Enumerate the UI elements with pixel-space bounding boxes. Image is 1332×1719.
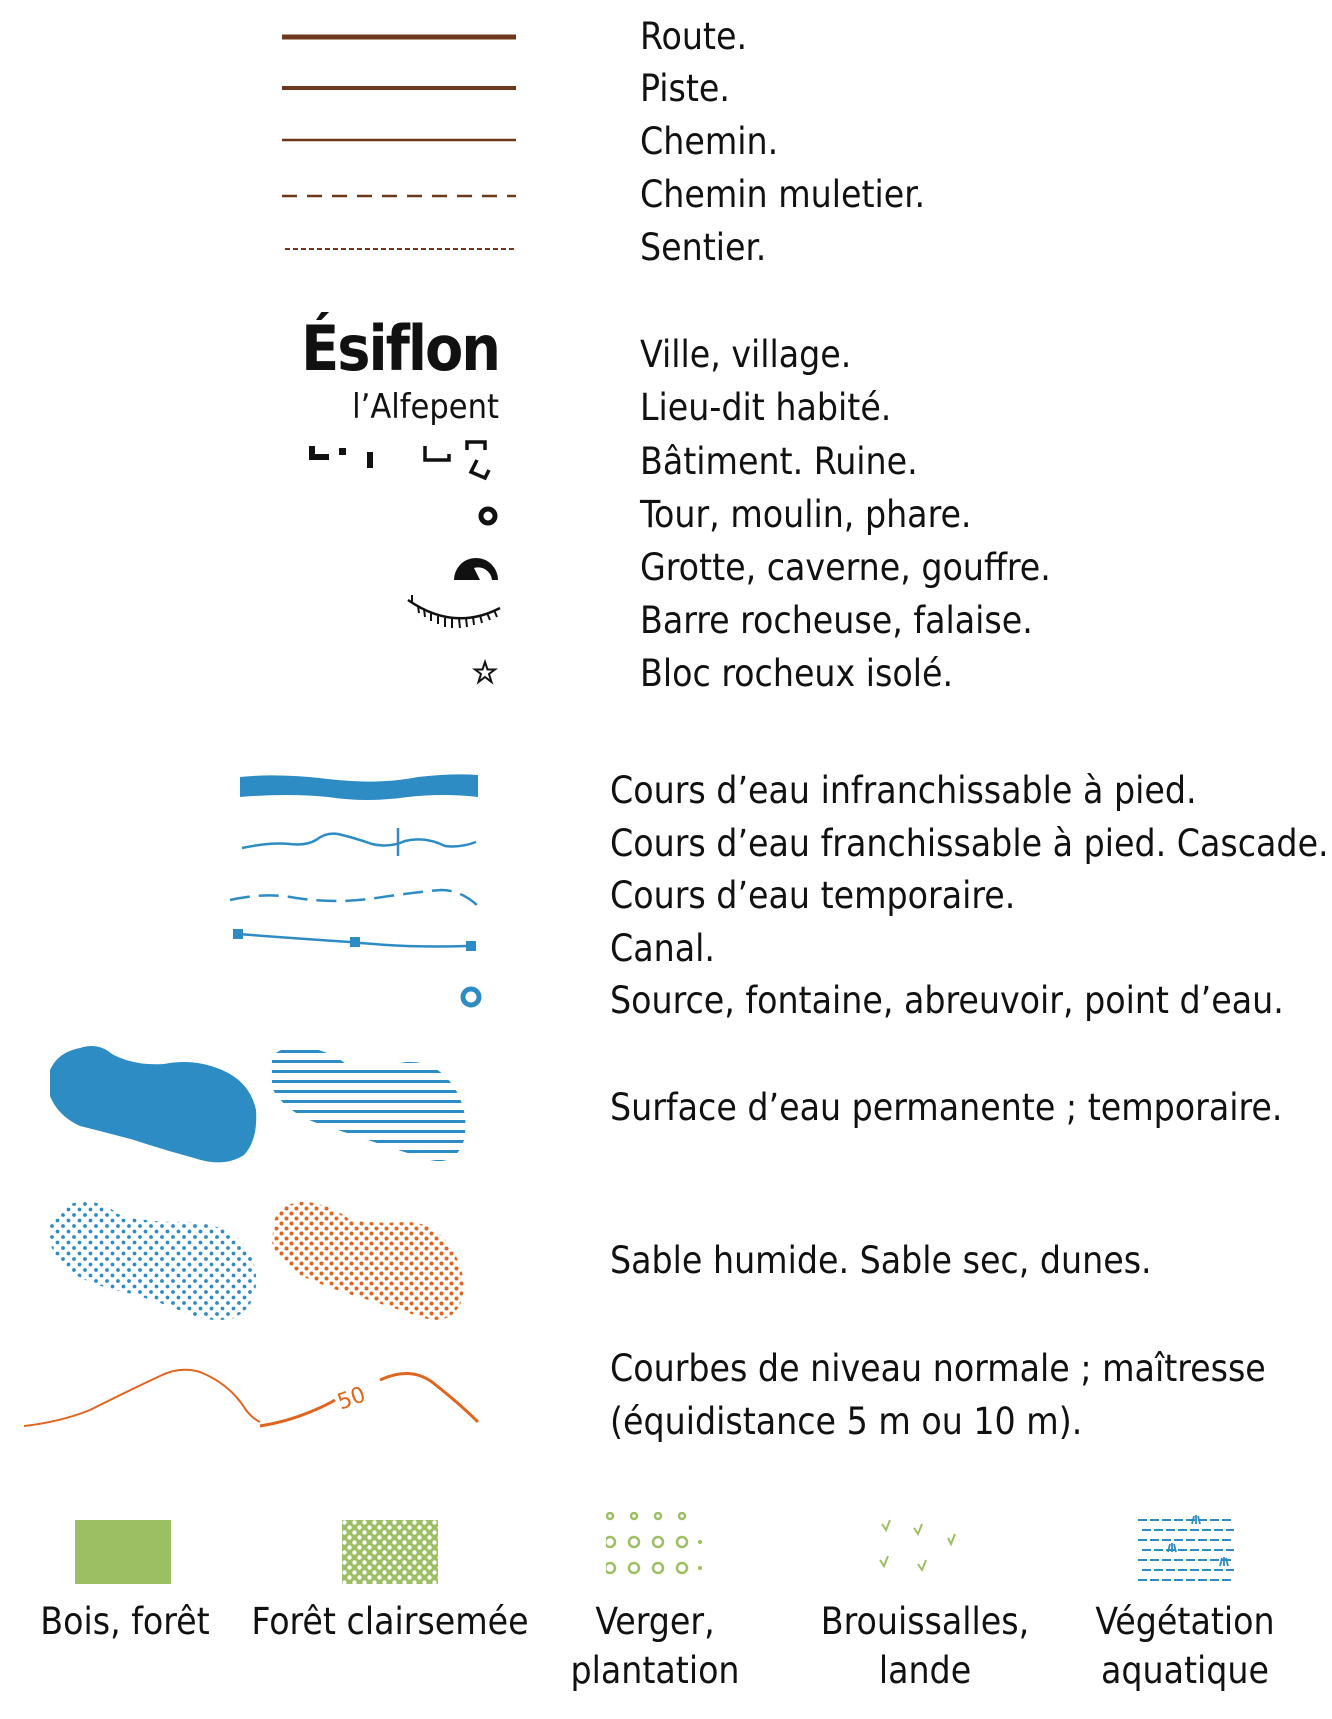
- water-temporary-shape: [272, 1046, 466, 1161]
- sand-symbol: [44, 1196, 484, 1326]
- chemin-muletier-label: Chemin muletier.: [640, 173, 926, 216]
- river-temporary-symbol: [226, 872, 484, 912]
- tower-icon: [476, 504, 500, 528]
- orchard-label-line1: Verger,: [595, 1600, 715, 1643]
- river-temporary-label: Cours d’eau temporaire.: [610, 874, 1016, 917]
- chemin-symbol: [280, 134, 520, 146]
- spring-icon: [458, 984, 484, 1010]
- contour-normal-line: [24, 1370, 260, 1426]
- cliff-icon: [404, 592, 504, 638]
- aquatic-label-line2: aquatique: [1100, 1648, 1270, 1692]
- orchard-label-line2: plantation: [570, 1648, 740, 1692]
- contour-label-line1: Courbes de niveau normale ; maîtresse: [610, 1347, 1266, 1390]
- chemin-label: Chemin.: [640, 120, 779, 163]
- forest-label: [20, 1598, 230, 1647]
- river-wide-label: Cours d’eau infranchissable à pied.: [610, 769, 1197, 812]
- village-example-name: Ésiflon: [301, 312, 499, 385]
- water-surface-label: Surface d’eau permanente ; temporaire.: [610, 1086, 1283, 1129]
- sand-dry-shape: [272, 1202, 464, 1320]
- contour-symbol: [20, 1360, 490, 1440]
- brushwood-swatch: [878, 1516, 962, 1586]
- cave-label: Grotte, caverne, gouffre.: [640, 546, 1051, 589]
- orchard-swatch: [606, 1512, 702, 1584]
- village-label: Ville, village.: [640, 333, 852, 376]
- spring-label: Source, fontaine, abreuvoir, point d’eau.: [610, 979, 1284, 1022]
- boulder-label: Bloc rocheux isolé.: [640, 652, 954, 695]
- contour-label-line2: (équidistance 5 m ou 10 m).: [610, 1400, 1083, 1443]
- contour-master-line: [260, 1373, 478, 1426]
- boulder-icon: [472, 660, 498, 686]
- brushwood-label-line2: lande: [878, 1648, 972, 1692]
- water-surface-symbol: [44, 1040, 484, 1170]
- route-label: Route.: [640, 15, 748, 58]
- piste-symbol: [280, 81, 520, 95]
- sparse-forest-label-line1: Forêt clairsemée: [251, 1600, 529, 1643]
- forest-label-line1: Bois, forêt: [40, 1600, 210, 1643]
- aquatic-label: [1080, 1598, 1290, 1696]
- chemin-muletier-symbol: [280, 190, 520, 202]
- forest-swatch: [75, 1520, 171, 1584]
- lieudit-label: Lieu-dit habité.: [640, 386, 892, 429]
- sentier-label: Sentier.: [640, 226, 767, 269]
- building-ruin-icon: [305, 436, 505, 486]
- building-ruin-label: Bâtiment. Ruine.: [640, 440, 918, 483]
- aquatic-label-line1: Végétation: [1095, 1600, 1275, 1643]
- sparse-forest-swatch: [342, 1520, 438, 1584]
- tower-label: Tour, moulin, phare.: [640, 493, 972, 536]
- piste-label: Piste.: [640, 67, 730, 110]
- canal-symbol: [230, 924, 484, 960]
- sparse-forest-label: [240, 1598, 540, 1647]
- sand-wet-shape: [50, 1202, 256, 1320]
- cliff-label: Barre rocheuse, falaise.: [640, 599, 1033, 642]
- contour-master-value: 50: [334, 1382, 370, 1416]
- sentier-symbol: [283, 244, 523, 254]
- route-symbol: [280, 28, 520, 48]
- orchard-label: [550, 1598, 760, 1696]
- canal-label: Canal.: [610, 927, 715, 970]
- water-permanent-shape: [50, 1046, 256, 1162]
- river-wide-symbol: [238, 767, 483, 807]
- brushwood-label-line1: Brouissalles,: [820, 1600, 1030, 1643]
- sand-label: Sable humide. Sable sec, dunes.: [610, 1239, 1152, 1282]
- lieudit-example-name: l’Alfepent: [352, 387, 499, 427]
- river-narrow-label: Cours d’eau franchissable à pied. Cascade.: [610, 822, 1329, 865]
- brushwood-label: [810, 1598, 1040, 1696]
- aquatic-swatch: [1138, 1514, 1234, 1584]
- river-narrow-symbol: [240, 820, 480, 860]
- cave-icon: [452, 552, 502, 582]
